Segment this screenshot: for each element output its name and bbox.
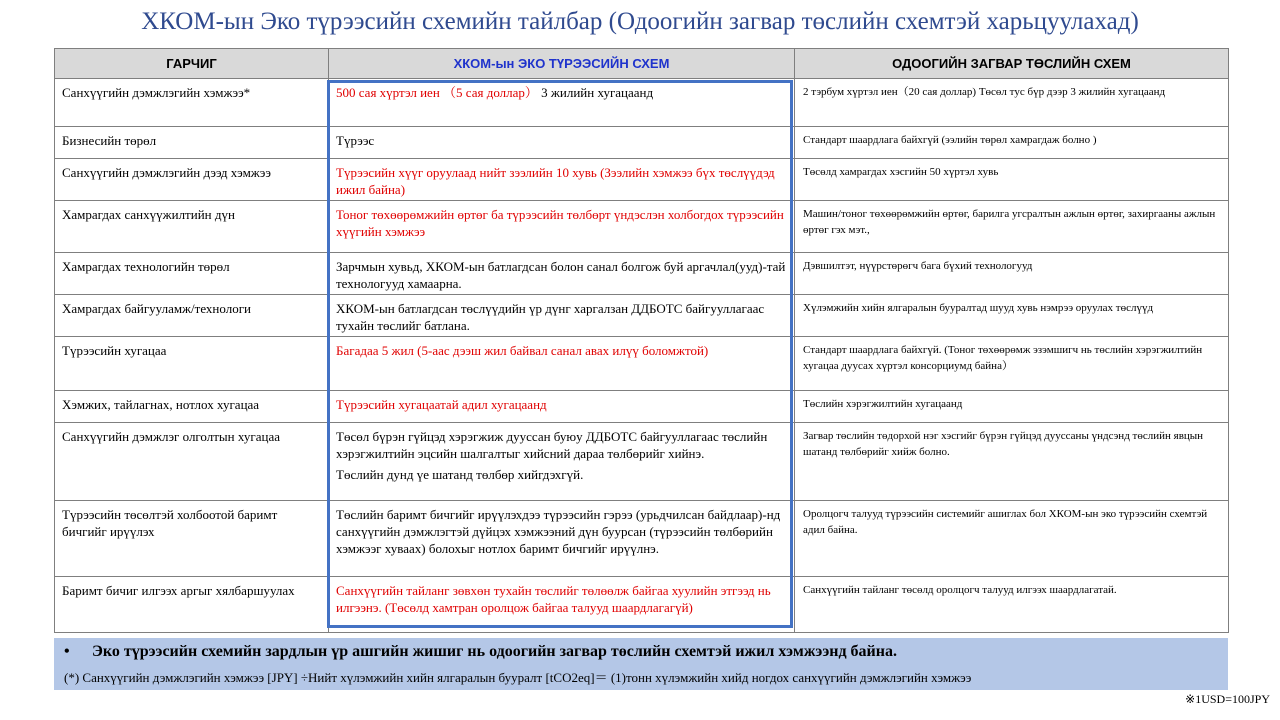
- row-current-model-value: Стандарт шаардлага байхгүй. (Тоног төхөөрөмж эзэмшигч нь төслийн хэрэгжилтийн хугацаа дуусах хүртэл консорциумд байна）: [795, 337, 1229, 391]
- row-current-model-value: Загвар төслийн төдорхой нэг хэсгийг бүрэн гүйцэд дууссаны үндсэнд төслийн явцын шатанд төлбөрийг хийж болно.: [795, 423, 1229, 501]
- row-current-model-value: Санхүүгийн тайланг төсөлд оролцогч талууд илгээх шаардлагатай.: [795, 577, 1229, 633]
- header-topic: ГАРЧИГ: [55, 49, 329, 79]
- eco-text-segment: Төсөл бүрэн гүйцэд хэрэгжиж дууссан буюу ДДБОТС байгууллагаас төслийн хэрэгжилтийн эцсийн шалгалтыг хийсний дараа төлбөрийг хийнэ.: [336, 429, 768, 461]
- page-title: ХКОМ-ын Эко түрээсийн схемийн тайлбар (Одоогийн загвар төслийн схемтэй харьцуулахад): [141, 8, 1139, 35]
- row-eco-lease-value: [329, 295, 795, 337]
- row-eco-lease-value: [329, 201, 795, 253]
- row-topic: Бизнесийн төрөл: [55, 127, 329, 159]
- row-current-model-value: Хүлэмжийн хийн ялгаралын бууралтад шууд хувь нэмрээ оруулах төслүүд: [795, 295, 1229, 337]
- row-topic: Санхүүгийн дэмжлэгийн хэмжээ*: [55, 79, 329, 127]
- table-row: [55, 577, 1229, 633]
- header-eco-lease: ХКОМ-ын ЭКО ТҮРЭЭСИЙН СХЕМ: [329, 49, 795, 79]
- table-row: [55, 127, 1229, 159]
- row-eco-lease-value: [329, 391, 795, 423]
- row-topic: Санхүүгийн дэмжлэгийн дээд хэмжээ: [55, 159, 329, 201]
- eco-text-segment: Зарчмын хувьд, ХКОМ-ын батлагдсан болон санал болгож буй аргачлал(ууд)-тай технологууд хамаарна.: [336, 259, 786, 291]
- table-row: [55, 253, 1229, 295]
- comparison-table: [54, 48, 1229, 633]
- table-row: [55, 295, 1229, 337]
- row-eco-lease-value: [329, 423, 795, 501]
- table-row: [55, 79, 1229, 127]
- table-row: [55, 159, 1229, 201]
- row-topic: Хэмжих, тайлагнах, нотлох хугацаа: [55, 391, 329, 423]
- eco-text-segment: Түрээсийн хүүг оруулаад нийт зээлийн 10 хувь (Зээлийн хэмжээ бүх төслүүдэд ижил байна): [336, 165, 775, 197]
- eco-text-extra: Төслийн дунд үе шатанд төлбөр хийгдэхгүй.: [336, 467, 584, 482]
- eco-text-segment: Төслийн баримт бичгийг ирүүлэхдээ түрээсийн гэрээ (урьдчилсан байдлаар)-нд санхүүгийн дэмжлэгтэй дүйцэх хэмжээний дүн буурсан (түрээсийн төлбөрийн хэмжээг хуваах) болохыг нотлох баримт бичгийг ирүүлнэ.: [336, 507, 781, 556]
- row-current-model-value: Стандарт шаардлага байхгүй (ээлийн төрөл хамрагдаж болно ): [795, 127, 1229, 159]
- eco-text-segment: Түрээс: [336, 133, 375, 148]
- row-current-model-value: 2 тэрбум хүртэл иен（20 сая доллар) Төсөл тус бүр дээр 3 жилийн хугацаанд: [795, 79, 1229, 127]
- eco-text-segment: Түрээсийн хугацаатай адил хугацаанд: [336, 397, 547, 412]
- eco-text-segment: Тоног төхөөрөмжийн өртөг ба түрээсийн төлбөрт үндэслэн холбогдох түрээсийн хүүгийн хэмжээ: [336, 207, 784, 239]
- header-current-model: ОДООГИЙН ЗАГВАР ТӨСЛИЙН СХЕМ: [795, 49, 1229, 79]
- table-row: [55, 423, 1229, 501]
- row-current-model-value: Оролцогч талууд түрээсийн системийг ашиглах бол ХКОМ-ын эко түрээсийн схемтэй адил байна.: [795, 501, 1229, 577]
- row-eco-lease-value: [329, 79, 795, 127]
- bullet-icon: •: [64, 643, 70, 660]
- row-eco-lease-value: [329, 577, 795, 633]
- row-current-model-value: Төсөлд хамрагдах хэсгийн 50 хүртэл хувь: [795, 159, 1229, 201]
- table-header-row: [55, 49, 1229, 79]
- row-eco-lease-value: [329, 501, 795, 577]
- row-eco-lease-value: [329, 159, 795, 201]
- table-row: [55, 391, 1229, 423]
- row-topic: Хамрагдах байгууламж/технологи: [55, 295, 329, 337]
- row-current-model-value: Дэвшилтэт, нүүрстөрөгч бага бүхий технологууд: [795, 253, 1229, 295]
- footer-panel: [54, 638, 1228, 690]
- eco-text-segment: Багадаа 5 жил (5-аас дээш жил байвал санал авах илүү боломжтой): [336, 343, 709, 358]
- row-topic: Түрээсийн хугацаа: [55, 337, 329, 391]
- table-row: [55, 201, 1229, 253]
- row-current-model-value: Машин/тоног төхөөрөмжийн өртөг, барилга угсралтын ажлын өртөг, захиргааны ажлын өртөг гэх мэт.,: [795, 201, 1229, 253]
- eco-text-segment: 500 сая хүртэл иен （5 сая доллар）: [336, 85, 538, 100]
- row-eco-lease-value: [329, 127, 795, 159]
- row-topic: Хамрагдах технологийн төрөл: [55, 253, 329, 295]
- eco-text-segment: ХКОМ-ын батлагдсан төслүүдийн үр дүнг харгалзан ДДБОТС байгууллагаас тухайн төслийг батлана.: [336, 301, 765, 333]
- row-topic: Хамрагдах санхүүжилтийн дүн: [55, 201, 329, 253]
- row-current-model-value: Төслийн хэрэгжилтийн хугацаанд: [795, 391, 1229, 423]
- row-eco-lease-value: [329, 337, 795, 391]
- table-row: [55, 501, 1229, 577]
- eco-text-segment: Санхүүгийн тайланг зөвхөн тухайн төслийг төлөөлж байгаа хуулийн этгээд нь илгээнэ. (Төсөлд хамтран оролцож байгаа талууд шаардлагагүй): [336, 583, 771, 615]
- footer-summary: [64, 643, 897, 661]
- row-topic: Баримт бичиг илгээх аргыг хялбаршуулах: [55, 577, 329, 633]
- row-eco-lease-value: [329, 253, 795, 295]
- eco-text-segment: 3 жилийн хугацаанд: [537, 85, 654, 100]
- row-topic: Түрээсийн төсөлтэй холбоотой баримт бичгийг ирүүлэх: [55, 501, 329, 577]
- row-topic: Санхүүгийн дэмжлэг олголтын хугацаа: [55, 423, 329, 501]
- footer-note: (*) Санхүүгийн дэмжлэгийн хэмжээ [JPY] ÷Нийт хүлэмжийн хийн ялгаралын бууралт [tCO2eq]＝ (1)тонн хүлэмжийн хийд ногдох санхүүгийн дэмжлэгийн хэмжээ: [64, 670, 972, 685]
- footer-summary-text: Эко түрээсийн схемийн зардлын үр ашгийн жишиг нь одоогийн загвар төслийн схемтэй ижил хэмжээнд байна.: [92, 643, 897, 660]
- exchange-rate-note: ※1USD=100JPY: [1185, 692, 1270, 706]
- table-row: [55, 337, 1229, 391]
